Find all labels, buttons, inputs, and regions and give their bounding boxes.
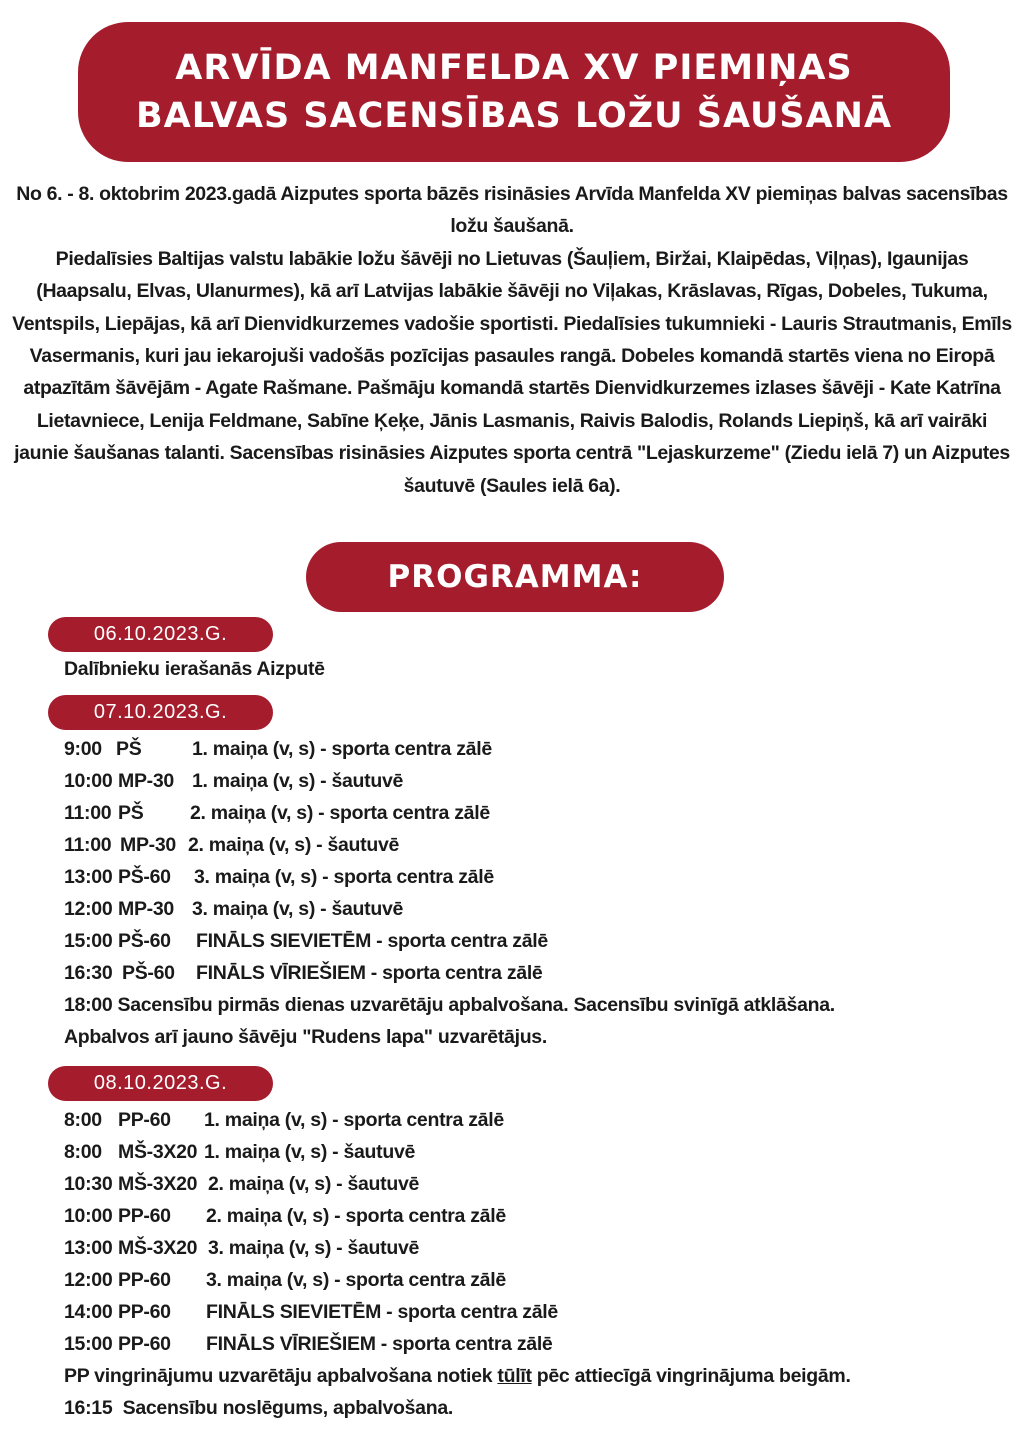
row-time: 11:00	[64, 802, 112, 824]
row-desc: 2. maiņa (v, s) - šautuvē	[188, 834, 400, 856]
row-event: PP-60	[118, 1301, 171, 1323]
date-badge-day2: 07.10.2023.G.	[48, 695, 273, 730]
program-heading: PROGRAMMA:	[306, 542, 724, 612]
note-underlined: tūlīt	[497, 1365, 532, 1387]
row-time: 10:00	[64, 1205, 113, 1227]
row-desc: 3. maiņa (v, s) - šautuvē	[192, 898, 404, 920]
row-time: 13:00	[64, 1237, 113, 1259]
day1-arrival: Dalībnieku ierašanās Aizputē	[64, 658, 325, 680]
row-time: 13:00	[64, 866, 113, 888]
day3-closing: 16:15 Sacensību noslēgums, apbalvošana.	[64, 1397, 453, 1419]
schedule-row	[64, 893, 835, 925]
day2-youth-note: Apbalvos arī jauno šāvēju "Rudens lapa" uzvarētājus.	[64, 1026, 547, 1048]
schedule-row	[64, 1296, 851, 1328]
row-event: PP-60	[118, 1333, 171, 1355]
schedule-row	[64, 797, 835, 829]
title-line-2: BALVAS SACENSĪBAS LOŽU ŠAUŠANĀ	[135, 96, 893, 136]
row-desc: 1. maiņa (v, s) - sporta centra zālē	[204, 1109, 504, 1131]
schedule-row	[64, 1136, 851, 1168]
row-desc: 3. maiņa (v, s) - sporta centra zālē	[206, 1269, 506, 1291]
row-desc: 1. maiņa (v, s) - šautuvē	[204, 1141, 416, 1163]
row-time: 10:30	[64, 1173, 113, 1195]
row-event: PP-60	[118, 1109, 171, 1131]
row-time: 14:00	[64, 1301, 113, 1323]
day3-schedule	[64, 1104, 851, 1424]
row-event: MŠ-3X20	[118, 1141, 198, 1163]
schedule-row	[64, 925, 835, 957]
row-time: 16:30	[64, 962, 113, 984]
row-desc: 2. maiņa (v, s) - sporta centra zālē	[206, 1205, 506, 1227]
row-event: MP-30	[118, 898, 174, 920]
intro-text	[8, 178, 1016, 502]
row-desc: FINĀLS SIEVIETĒM - sporta centra zālē	[206, 1301, 558, 1323]
schedule-row	[64, 1200, 851, 1232]
row-time: 9:00	[64, 738, 102, 760]
schedule-row	[64, 765, 835, 797]
note-before: PP vingrinājumu uzvarētāju apbalvošana notiek	[64, 1365, 493, 1387]
row-desc: 2. maiņa (v, s) - sporta centra zālē	[190, 802, 490, 824]
row-event: PŠ-60	[122, 962, 175, 984]
schedule-row	[64, 1168, 851, 1200]
date-badge-day1: 06.10.2023.G.	[48, 617, 273, 652]
schedule-row	[64, 733, 835, 765]
row-time: 8:00	[64, 1141, 102, 1163]
note-after: pēc attiecīgā vingrinājuma beigām.	[536, 1365, 851, 1387]
schedule-row	[64, 957, 835, 989]
day2-awards-note: 18:00 Sacensību pirmās dienas uzvarētāju apbalvošana. Sacensību svinīgā atklāšana.	[64, 994, 835, 1016]
row-desc: FINĀLS SIEVIETĒM - sporta centra zālē	[196, 930, 548, 952]
schedule-row	[64, 861, 835, 893]
row-event: PP-60	[118, 1205, 171, 1227]
schedule-row	[64, 1104, 851, 1136]
schedule-row	[64, 1264, 851, 1296]
row-desc: 2. maiņa (v, s) - šautuvē	[208, 1173, 420, 1195]
row-event: PŠ	[116, 738, 142, 760]
row-time: 12:00	[64, 898, 113, 920]
row-event: MP-30	[118, 770, 174, 792]
row-desc: FINĀLS VĪRIEŠIEM - sporta centra zālē	[196, 962, 543, 984]
row-time: 8:00	[64, 1109, 102, 1131]
day1-schedule	[64, 653, 325, 685]
row-desc: 3. maiņa (v, s) - šautuvē	[208, 1237, 420, 1259]
schedule-row	[64, 1232, 851, 1264]
row-desc: FINĀLS VĪRIEŠIEM - sporta centra zālē	[206, 1333, 553, 1355]
row-event: MŠ-3X20	[118, 1237, 198, 1259]
row-desc: 3. maiņa (v, s) - sporta centra zālē	[194, 866, 494, 888]
title-banner	[78, 22, 950, 162]
row-time: 10:00	[64, 770, 113, 792]
row-event: PP-60	[118, 1269, 171, 1291]
schedule-row	[64, 829, 835, 861]
row-event: MP-30	[120, 834, 176, 856]
row-event: PŠ	[118, 802, 144, 824]
row-desc: 1. maiņa (v, s) - sporta centra zālē	[192, 738, 492, 760]
schedule-row	[64, 1328, 851, 1360]
day3-awards-note	[64, 1360, 851, 1392]
row-event: MŠ-3X20	[118, 1173, 198, 1195]
intro-paragraph-1: No 6. - 8. oktobrim 2023.gadā Aizputes sporta bāzēs risināsies Arvīda Manfelda XV piemiņas balvas sacensības ložu šaušanā.	[16, 183, 1008, 238]
row-time: 12:00	[64, 1269, 113, 1291]
date-badge-day3: 08.10.2023.G.	[48, 1066, 273, 1101]
row-time: 11:00	[64, 834, 112, 856]
intro-paragraph-2: Piedalīsies Baltijas valstu labākie ložu šāvēji no Lietuvas (Šauļiem, Biržai, Klaipēdas, Viļņas), Igaunijas (Haapsalu, Elvas, Ulanurmes), kā arī Latvijas labākie šāvēji no Viļakas, Krāslavas, Rīgas, Dobeles, Tukuma, Ventspils, Liepājas, kā arī Dienvidkurzemes vadošie sportisti. Piedalīsies tukumnieki - Lauris Strautmanis, Emīls Vasermanis, kuri jau iekarojuši vadošās pozīcijas pasaules rangā. Dobeles komandā startēs viena no Eiropā atpazītām šāvējām - Agate Rašmane. Pašmāju komandā startēs Dienvidkurzemes izlases šāvēji - Kate Katrīna Lietavniece, Lenija Feldmane, Sabīne Ķeķe, Jānis Lasmanis, Raivis Balodis, Rolands Liepiņš, kā arī vairāki jaunie šaušanas talanti. Sacensības risināsies Aizputes sporta centrā "Lejaskurzeme" (Ziedu ielā 7) un Aizputes šautuvē (Saules ielā 6a).	[12, 247, 1012, 497]
title-line-1: ARVĪDA MANFELDA XV PIEMIŅAS	[175, 48, 853, 88]
row-desc: 1. maiņa (v, s) - šautuvē	[192, 770, 404, 792]
row-time: 15:00	[64, 930, 113, 952]
day2-schedule	[64, 733, 835, 1053]
row-event: PŠ-60	[118, 930, 171, 952]
row-event: PŠ-60	[118, 866, 171, 888]
row-time: 15:00	[64, 1333, 113, 1355]
